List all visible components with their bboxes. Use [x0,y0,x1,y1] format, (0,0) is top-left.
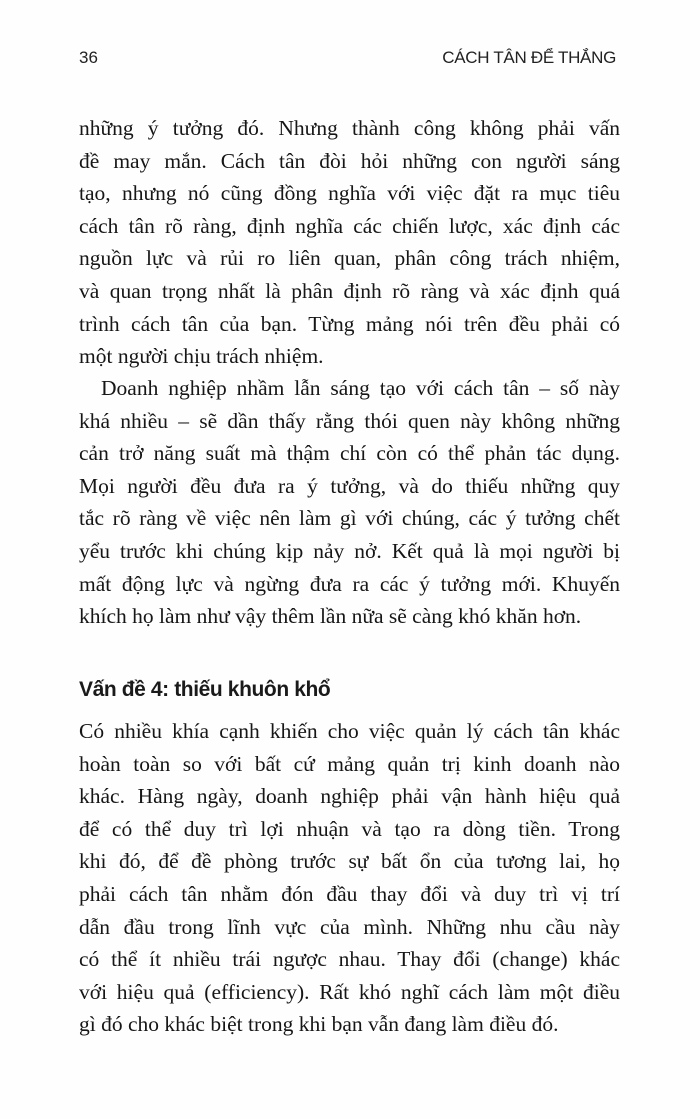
text-line: Mọi người đều đưa ra ý tưởng, và do thiếu những quy [79,473,620,498]
paragraph-3 [79,715,620,1041]
text-line: và quan trọng nhất là phân định rõ ràng và xác định quá [79,278,620,303]
text-line: dẫn đầu trong lĩnh vực của mình. Những nhu cầu này [79,914,620,939]
text-line: hoàn toàn so với bất cứ mảng quản trị kinh doanh nào [79,751,620,776]
book-title: CÁCH TÂN ĐỂ THẮNG [442,48,616,67]
text-line: cách tân rõ ràng, định nghĩa các chiến lược, xác định các [79,213,620,238]
text-line: Có nhiều khía cạnh khiến cho việc quản lý cách tân khác [79,719,620,743]
text-line: đề may mắn. Cách tân đòi hỏi những con người sáng [79,148,620,173]
paragraph-2 [79,372,620,633]
text-line: một người chịu trách nhiệm. [79,344,324,369]
text-line: khá nhiều – sẽ dần thấy rằng thói quen này không những [79,408,620,433]
text-line: có thể ít nhiều trái ngược nhau. Thay đổi (change) khác [79,947,620,972]
text-line: gì đó cho khác biệt trong khi bạn vẫn đang làm điều đó. [79,1012,559,1037]
text-line: yểu trước khi chúng kịp nảy nở. Kết quả là mọi người bị [79,538,620,563]
text-line: tắc rõ ràng về việc nên làm gì với chúng, các ý tưởng chết [79,506,620,531]
text-line: khi đó, để đề phòng trước sự bất ổn của tương lai, họ [79,849,620,874]
text-line: Doanh nghiệp nhầm lẫn sáng tạo với cách tân – số này [101,376,620,400]
text-line: khác. Hàng ngày, doanh nghiệp phải vận hành hiệu quả [79,784,620,809]
text-line: phải cách tân nhằm đón đầu thay đổi và duy trì vị trí [79,881,620,906]
text-line: tạo, nhưng nó cũng đồng nghĩa với việc đặt ra mục tiêu [79,181,620,206]
text-line: mất động lực và ngừng đưa ra các ý tưởng mới. Khuyến [79,571,620,596]
page-number: 36 [79,48,98,67]
paragraph-1 [79,112,620,373]
running-header [79,48,616,72]
text-line: cản trở năng suất mà thậm chí còn có thể phản tác dụng. [79,441,620,466]
text-line: nguồn lực và rủi ro liên quan, phân công trách nhiệm, [79,246,620,271]
text-line: để có thể duy trì lợi nhuận và tạo ra dòng tiền. Trong [79,816,620,841]
text-line: những ý tưởng đó. Nhưng thành công không phải vấn [79,116,620,140]
section-heading: Vấn đề 4: thiếu khuôn khổ [79,678,331,701]
text-line: khích họ làm như vậy thêm lần nữa sẽ càng khó khăn hơn. [79,604,582,629]
text-line: với hiệu quả (efficiency). Rất khó nghĩ cách làm một điều [79,979,620,1004]
text-line: trình cách tân của bạn. Từng mảng nói trên đều phải có [79,311,620,336]
